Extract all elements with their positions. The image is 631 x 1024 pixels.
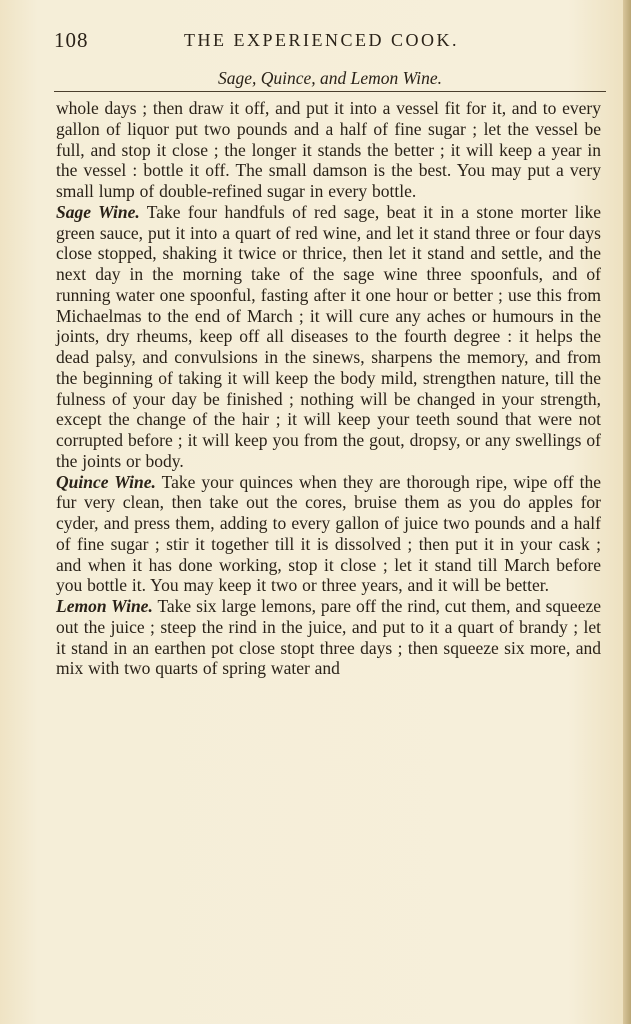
paragraph-continuation bbox=[56, 98, 601, 202]
body-text bbox=[56, 98, 601, 679]
page-edge bbox=[623, 0, 631, 1024]
recipe-title: Quince Wine. bbox=[56, 471, 156, 492]
recipe-sage-wine bbox=[56, 202, 601, 472]
page-header bbox=[54, 28, 606, 58]
recipe-text: Take four handfuls of red sage, beat it in a stone morter like green sauce, put it into a quart of red wine, and let it stand three or four days close stopped, shaking it twice or thrice, then let it stand and settle, and the next day in the morning take of the sage wine three spoonfuls, and of running water one spoonful, fasting after it one hour or better ; use this from Michaelmas to the end of March ; it will cure any aches or humours in the joints, dry rheums, keep off all diseases to the fourth degree : it helps the dead palsy, and convulsions in the sinews, sharpens the memory, and from the beginning of taking it will keep the body mild, strengthen nature, till the fulness of your day be finished ; nothing will be changed in your strength, except the change of the hair ; it will keep your teeth sound that were not corrupted before ; it will keep you from the gout, dropsy, or any swellings of the joints or body. bbox=[56, 201, 601, 471]
recipe-text: Take your quinces when they are thorough ripe, wipe off the fur very clean, then take out the cores, bruise them as you do apples for cyder, and press them, adding to every gallon of juice two pounds and a half of fine sugar ; stir it together till it is dissolved ; then put it in your cask ; and when it has done working, stop it close ; let it stand till March before you bottle it. You may keep it two or three years, and it will be better. bbox=[56, 471, 601, 596]
recipe-title: Sage Wine. bbox=[56, 201, 140, 222]
header-rule bbox=[54, 91, 606, 92]
recipe-title: Lemon Wine. bbox=[56, 596, 153, 616]
paragraph-text: whole days ; then draw it off, and put it into a vessel fit for it, and to every gallon of liquor put two pounds and a half of fine sugar ; let the vessel be full, and stop it close ; the longer it stands the better ; it will keep a year in the vessel : bottle it off. The small damson is the best. You may put a very small lump of double-refined sugar in every bottle. bbox=[56, 98, 601, 201]
section-title: Sage, Quince, and Lemon Wine. bbox=[217, 68, 443, 88]
recipe-text: Take six large lemons, pare off the rind, cut them, and squeeze out the juice ; steep the rind in the juice, and put to it a quart of brandy ; let it stand in an earthen pot close stopt three days ; then squeeze six more, and mix with two quarts of spring water and bbox=[56, 596, 602, 679]
running-title: THE EXPERIENCED COOK. bbox=[184, 30, 459, 50]
page-number: 108 bbox=[54, 28, 89, 52]
recipe-quince-wine bbox=[56, 472, 601, 597]
recipe-lemon-wine bbox=[56, 596, 601, 679]
